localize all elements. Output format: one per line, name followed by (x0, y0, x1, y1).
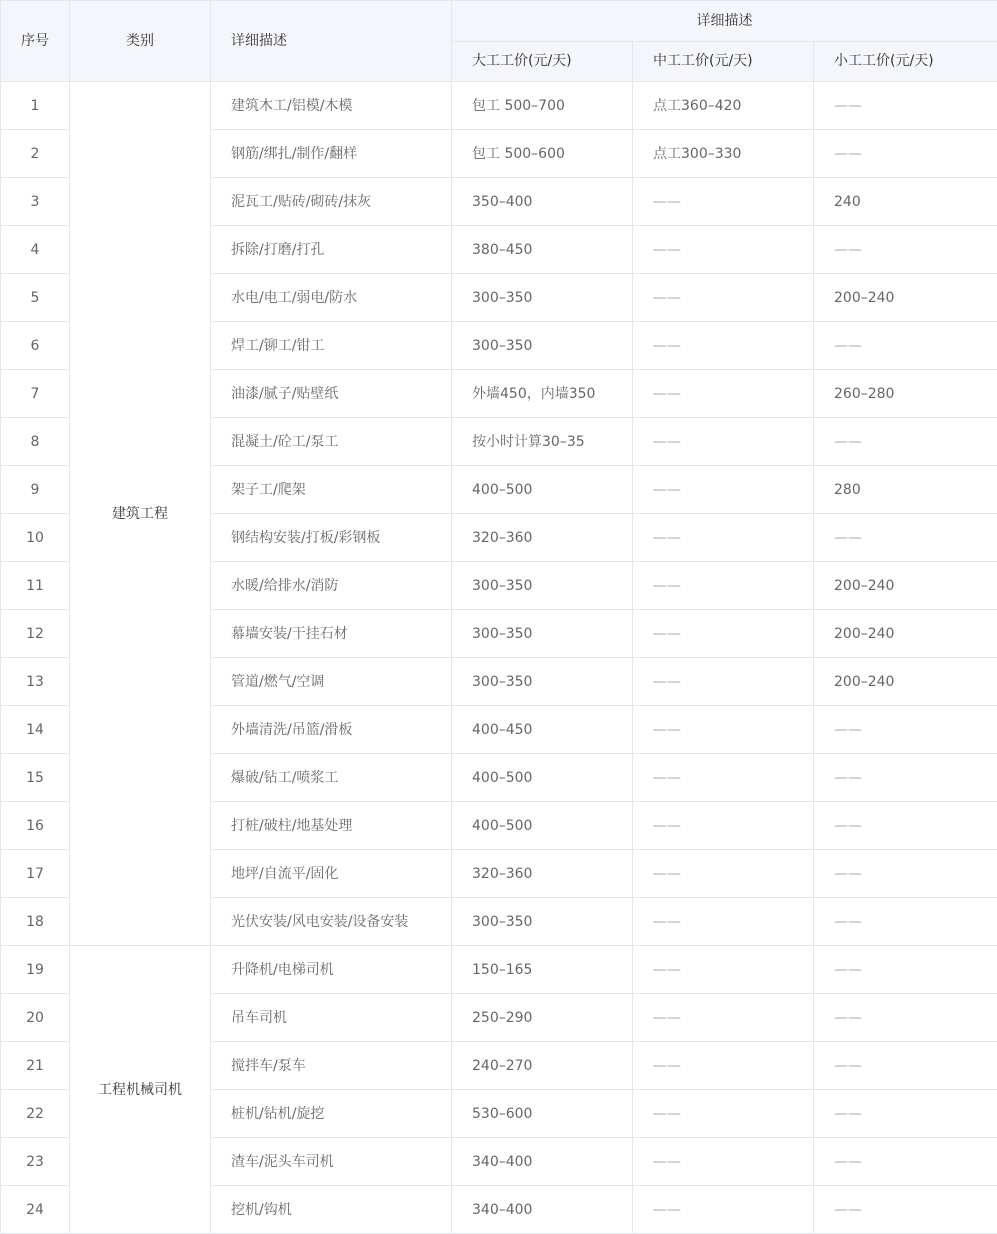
description-cell: 吊车司机 (211, 994, 452, 1042)
mid-wage-cell: —— (633, 850, 814, 898)
mid-wage-cell: —— (633, 226, 814, 274)
big-wage-cell: 300–350 (452, 898, 633, 946)
small-wage-cell: —— (814, 850, 997, 898)
row-index: 9 (1, 466, 70, 514)
mid-wage-cell: —— (633, 1090, 814, 1138)
mid-wage-cell: —— (633, 802, 814, 850)
description-cell: 打桩/破柱/地基处理 (211, 802, 452, 850)
small-wage-cell: —— (814, 994, 997, 1042)
big-wage-cell: 400–500 (452, 754, 633, 802)
description-cell: 油漆/腻子/贴壁纸 (211, 370, 452, 418)
header-description: 详细描述 (211, 1, 452, 82)
description-cell: 爆破/钻工/喷浆工 (211, 754, 452, 802)
row-index: 18 (1, 898, 70, 946)
row-index: 16 (1, 802, 70, 850)
mid-wage-cell: —— (633, 946, 814, 994)
row-index: 2 (1, 130, 70, 178)
description-cell: 焊工/铆工/钳工 (211, 322, 452, 370)
header-category: 类别 (70, 1, 211, 82)
description-cell: 水暖/给排水/消防 (211, 562, 452, 610)
row-index: 12 (1, 610, 70, 658)
row-index: 10 (1, 514, 70, 562)
mid-wage-cell: —— (633, 274, 814, 322)
description-cell: 混凝土/砼工/泵工 (211, 418, 452, 466)
description-cell: 拆除/打磨/打孔 (211, 226, 452, 274)
category-cell: 工程机械司机 (70, 946, 211, 1234)
big-wage-cell: 150–165 (452, 946, 633, 994)
header-big-wage: 大工工价(元/天) (452, 41, 633, 82)
description-cell: 光伏安装/风电安装/设备安装 (211, 898, 452, 946)
big-wage-cell: 包工 500–700 (452, 82, 633, 130)
small-wage-cell: —— (814, 130, 997, 178)
header-small-wage: 小工工价(元/天) (814, 41, 997, 82)
big-wage-cell: 320–360 (452, 850, 633, 898)
table-row (1, 82, 997, 130)
description-cell: 桩机/钻机/旋挖 (211, 1090, 452, 1138)
mid-wage-cell: —— (633, 1138, 814, 1186)
small-wage-cell: —— (814, 82, 997, 130)
small-wage-cell: —— (814, 226, 997, 274)
small-wage-cell: 200–240 (814, 610, 997, 658)
row-index: 23 (1, 1138, 70, 1186)
row-index: 7 (1, 370, 70, 418)
mid-wage-cell: —— (633, 754, 814, 802)
big-wage-cell: 按小时计算30–35 (452, 418, 633, 466)
description-cell: 挖机/钩机 (211, 1186, 452, 1234)
header-index: 序号 (1, 1, 70, 82)
big-wage-cell: 包工 500–600 (452, 130, 633, 178)
table-body (1, 82, 997, 1234)
mid-wage-cell: —— (633, 370, 814, 418)
table-header (1, 1, 997, 82)
header-group: 详细描述 (452, 1, 997, 42)
row-index: 11 (1, 562, 70, 610)
description-cell: 水电/电工/弱电/防水 (211, 274, 452, 322)
row-index: 14 (1, 706, 70, 754)
mid-wage-cell: —— (633, 994, 814, 1042)
mid-wage-cell: —— (633, 178, 814, 226)
small-wage-cell: —— (814, 514, 997, 562)
small-wage-cell: —— (814, 418, 997, 466)
small-wage-cell: 260–280 (814, 370, 997, 418)
small-wage-cell: —— (814, 754, 997, 802)
big-wage-cell: 340–400 (452, 1138, 633, 1186)
row-index: 3 (1, 178, 70, 226)
description-cell: 泥瓦工/贴砖/砌砖/抹灰 (211, 178, 452, 226)
mid-wage-cell: —— (633, 658, 814, 706)
description-cell: 地坪/自流平/固化 (211, 850, 452, 898)
row-index: 20 (1, 994, 70, 1042)
mid-wage-cell: —— (633, 1042, 814, 1090)
description-cell: 搅拌车/泵车 (211, 1042, 452, 1090)
big-wage-cell: 320–360 (452, 514, 633, 562)
big-wage-cell: 340–400 (452, 1186, 633, 1234)
mid-wage-cell: —— (633, 418, 814, 466)
small-wage-cell: 240 (814, 178, 997, 226)
big-wage-cell: 400–500 (452, 466, 633, 514)
description-cell: 钢筋/绑扎/制作/翻样 (211, 130, 452, 178)
row-index: 21 (1, 1042, 70, 1090)
big-wage-cell: 240–270 (452, 1042, 633, 1090)
mid-wage-cell: 点工360–420 (633, 82, 814, 130)
small-wage-cell: 280 (814, 466, 997, 514)
big-wage-cell: 250–290 (452, 994, 633, 1042)
row-index: 17 (1, 850, 70, 898)
description-cell: 建筑木工/铝模/木模 (211, 82, 452, 130)
small-wage-cell: —— (814, 1090, 997, 1138)
row-index: 1 (1, 82, 70, 130)
small-wage-cell: —— (814, 706, 997, 754)
header-mid-wage: 中工工价(元/天) (633, 41, 814, 82)
small-wage-cell: —— (814, 946, 997, 994)
row-index: 15 (1, 754, 70, 802)
description-cell: 渣车/泥头车司机 (211, 1138, 452, 1186)
small-wage-cell: —— (814, 1042, 997, 1090)
mid-wage-cell: —— (633, 322, 814, 370)
row-index: 8 (1, 418, 70, 466)
description-cell: 升降机/电梯司机 (211, 946, 452, 994)
small-wage-cell: 200–240 (814, 274, 997, 322)
row-index: 19 (1, 946, 70, 994)
description-cell: 幕墙安装/干挂石材 (211, 610, 452, 658)
description-cell: 外墙清洗/吊篮/滑板 (211, 706, 452, 754)
description-cell: 架子工/爬架 (211, 466, 452, 514)
small-wage-cell: —— (814, 802, 997, 850)
big-wage-cell: 350–400 (452, 178, 633, 226)
description-cell: 管道/燃气/空调 (211, 658, 452, 706)
table-row (1, 946, 997, 994)
row-index: 22 (1, 1090, 70, 1138)
big-wage-cell: 400–500 (452, 802, 633, 850)
mid-wage-cell: —— (633, 562, 814, 610)
small-wage-cell: —— (814, 322, 997, 370)
big-wage-cell: 300–350 (452, 274, 633, 322)
small-wage-cell: —— (814, 1186, 997, 1234)
small-wage-cell: 200–240 (814, 562, 997, 610)
big-wage-cell: 300–350 (452, 562, 633, 610)
mid-wage-cell: 点工300–330 (633, 130, 814, 178)
row-index: 5 (1, 274, 70, 322)
mid-wage-cell: —— (633, 706, 814, 754)
row-index: 4 (1, 226, 70, 274)
big-wage-cell: 外墙450，内墙350 (452, 370, 633, 418)
big-wage-cell: 400–450 (452, 706, 633, 754)
mid-wage-cell: —— (633, 514, 814, 562)
mid-wage-cell: —— (633, 898, 814, 946)
mid-wage-cell: —— (633, 1186, 814, 1234)
category-cell: 建筑工程 (70, 82, 211, 946)
big-wage-cell: 300–350 (452, 658, 633, 706)
big-wage-cell: 530–600 (452, 1090, 633, 1138)
row-index: 6 (1, 322, 70, 370)
mid-wage-cell: —— (633, 466, 814, 514)
big-wage-cell: 300–350 (452, 610, 633, 658)
mid-wage-cell: —— (633, 610, 814, 658)
small-wage-cell: —— (814, 1138, 997, 1186)
row-index: 13 (1, 658, 70, 706)
big-wage-cell: 380–450 (452, 226, 633, 274)
description-cell: 钢结构安装/打板/彩钢板 (211, 514, 452, 562)
row-index: 24 (1, 1186, 70, 1234)
small-wage-cell: 200–240 (814, 658, 997, 706)
small-wage-cell: —— (814, 898, 997, 946)
big-wage-cell: 300–350 (452, 322, 633, 370)
